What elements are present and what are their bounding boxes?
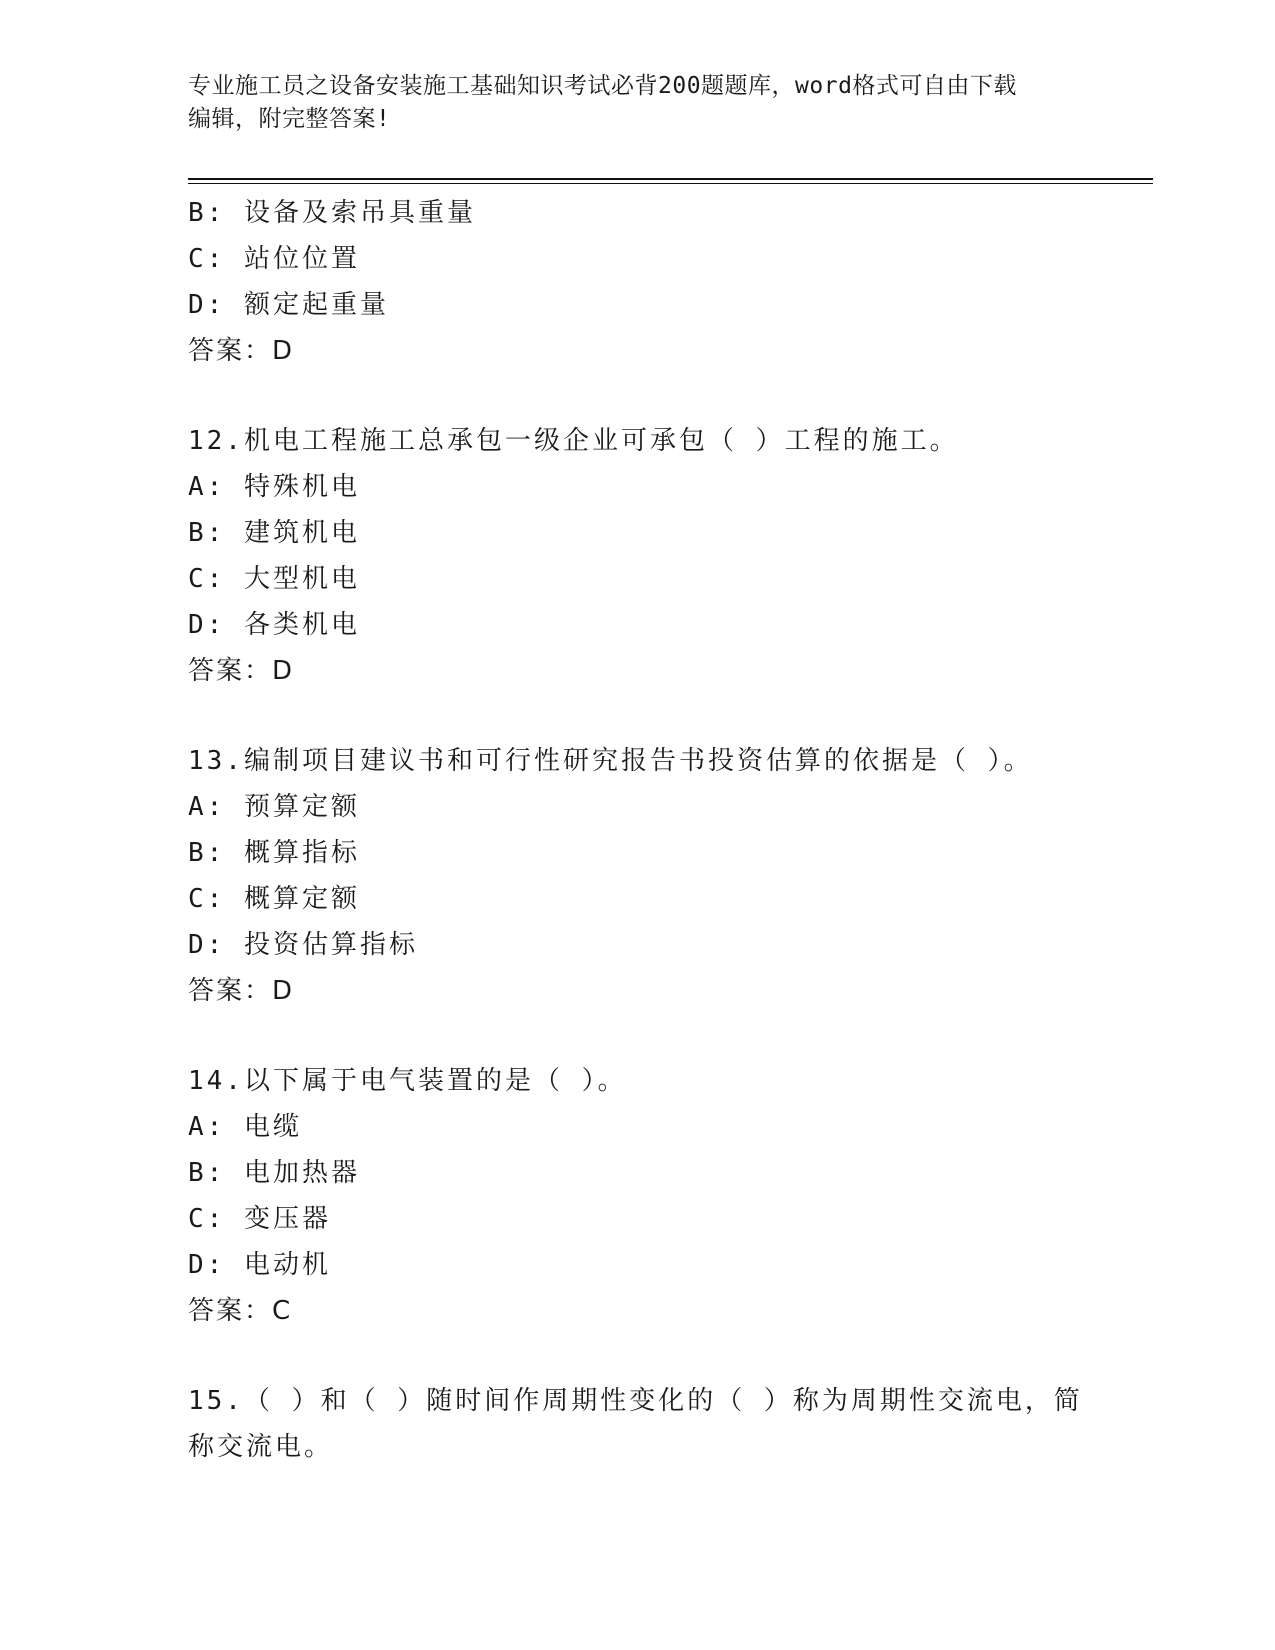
question-13 bbox=[188, 738, 1088, 1014]
option-b: B: 电加热器 bbox=[188, 1158, 360, 1188]
question-11-fragment bbox=[188, 190, 1088, 374]
option-b: B: 设备及索吊具重量 bbox=[188, 198, 476, 228]
answer-line: 答案：D bbox=[188, 336, 295, 366]
option-c: C: 概算定额 bbox=[188, 884, 360, 914]
header-title-line-1: 专业施工员之设备安装施工基础知识考试必背200题题库，word格式可自由下载 bbox=[188, 73, 1017, 99]
question-stem: 14.以下属于电气装置的是（ ）。 bbox=[188, 1066, 627, 1096]
option-d: D: 电动机 bbox=[188, 1250, 331, 1280]
option-b: B: 建筑机电 bbox=[188, 518, 360, 548]
question-12 bbox=[188, 418, 1088, 694]
option-a: A: 预算定额 bbox=[188, 792, 360, 822]
question-stem: 12.机电工程施工总承包一级企业可承包（ ）工程的施工。 bbox=[188, 426, 959, 456]
option-c: C: 大型机电 bbox=[188, 564, 360, 594]
question-15 bbox=[188, 1378, 1088, 1470]
option-d: D: 额定起重量 bbox=[188, 290, 389, 320]
header-rule-thin bbox=[188, 183, 1153, 184]
option-c: C: 变压器 bbox=[188, 1204, 331, 1234]
question-stem: 13.编制项目建议书和可行性研究报告书投资估算的依据是（ ）。 bbox=[188, 746, 1033, 776]
option-c: C: 站位位置 bbox=[188, 244, 360, 274]
header-rule-thick bbox=[188, 178, 1153, 180]
option-a: A: 特殊机电 bbox=[188, 472, 360, 502]
answer-line: 答案：C bbox=[188, 1296, 293, 1326]
question-stem-line-2: 称交流电。 bbox=[188, 1432, 334, 1462]
document-header bbox=[188, 70, 1068, 136]
answer-line: 答案：D bbox=[188, 656, 295, 686]
option-d: D: 投资估算指标 bbox=[188, 930, 418, 960]
option-d: D: 各类机电 bbox=[188, 610, 360, 640]
option-a: A: 电缆 bbox=[188, 1112, 302, 1142]
option-b: B: 概算指标 bbox=[188, 838, 360, 868]
answer-line: 答案：D bbox=[188, 976, 295, 1006]
header-title-line-2: 编辑，附完整答案! bbox=[188, 106, 391, 132]
question-stem-line-1: 15.（ ）和（ ）随时间作周期性变化的（ ）称为周期性交流电，简 bbox=[188, 1386, 1083, 1416]
question-list bbox=[188, 190, 1088, 1470]
question-14 bbox=[188, 1058, 1088, 1334]
